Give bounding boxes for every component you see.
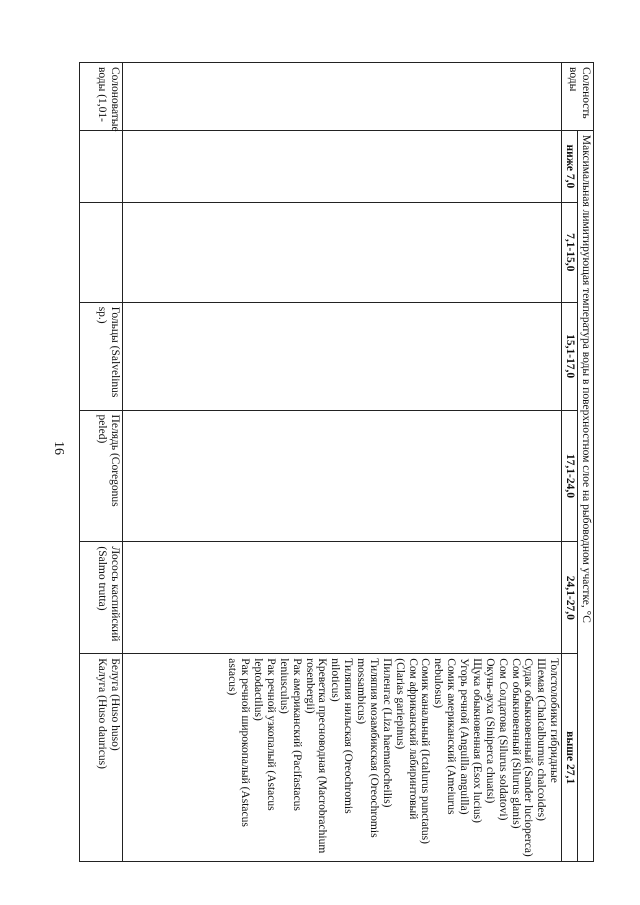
col-header-7-15: 7,1-15,0: [562, 202, 578, 302]
col-header-below-7: ниже 7,0: [562, 130, 578, 202]
table-cell: [123, 542, 562, 654]
species-temperature-table: [79, 62, 594, 862]
species-list-cell: Толстолобики гибридные Шемая (Chalcalburnus chalcoides) Судак обыкновенный (Sander lucioperca) Сом обыкновенный (Silurus glanis) Сом Солдатова (Silurus soldatovi) Окунь-ауха (Siniperca chuatsi) Щука обыкновенная (Esox lucius) Угорь речной (Anguilla anguilla) Сомик американский (Ameiurus nebulosus) Сомик канальный (Ictalurus punctatus) Сом африканский лабиринтовый (Clarias gariepinus) Пиленгас (Liza haematocheilis) Тиляпия мозамбикская (Oreochromis mossambicus) Тиляпия нильская (Oreochromis niloticus) Креветка пресноводная (Macrobrachium rosenbergii) Рак американский (Pacifastacus leniusculus) Рак речной узкопалый (Astacus leptodactilus) Рак речной широкопалый (Astacus astacus): [123, 654, 562, 862]
table-row: [80, 63, 123, 862]
table-row: [123, 63, 562, 862]
col-header-24-27: 24,1-27,0: [562, 542, 578, 654]
table-cell: [123, 130, 562, 202]
col-header-above-27: выше 27,1: [562, 654, 578, 862]
table-cell: [123, 302, 562, 410]
table-cell: Гольцы (Salvelinus sp.): [80, 302, 123, 410]
rotated-table-page: [94, 62, 594, 862]
page-number: 16: [51, 441, 66, 455]
table-cell: [80, 202, 123, 302]
col-header-15-17: 15,1-17,0: [562, 302, 578, 410]
col-header-17-24: 17,1-24,0: [562, 410, 578, 542]
temperature-group-header: Максимальная лимитирующая температура воды в поверхностном слое на рыбоводном участке, °С: [578, 130, 594, 861]
species-list-cell: Белуга (Huso huso) Калуга (Huso dauricus): [80, 654, 123, 862]
salinity-cell: [123, 63, 562, 131]
salinity-cell: Солоноватые воды (1,01-: [80, 63, 123, 131]
table-cell: [80, 130, 123, 202]
table-cell: Пелядь (Coregonus peled): [80, 410, 123, 542]
table-cell: [123, 202, 562, 302]
table-cell: Лосось каспийский (Salmo trutta): [80, 542, 123, 654]
table-cell: [123, 410, 562, 542]
salinity-header: Соленость воды: [562, 63, 594, 131]
header-row-2: [562, 63, 578, 862]
header-row-1: [578, 63, 594, 862]
